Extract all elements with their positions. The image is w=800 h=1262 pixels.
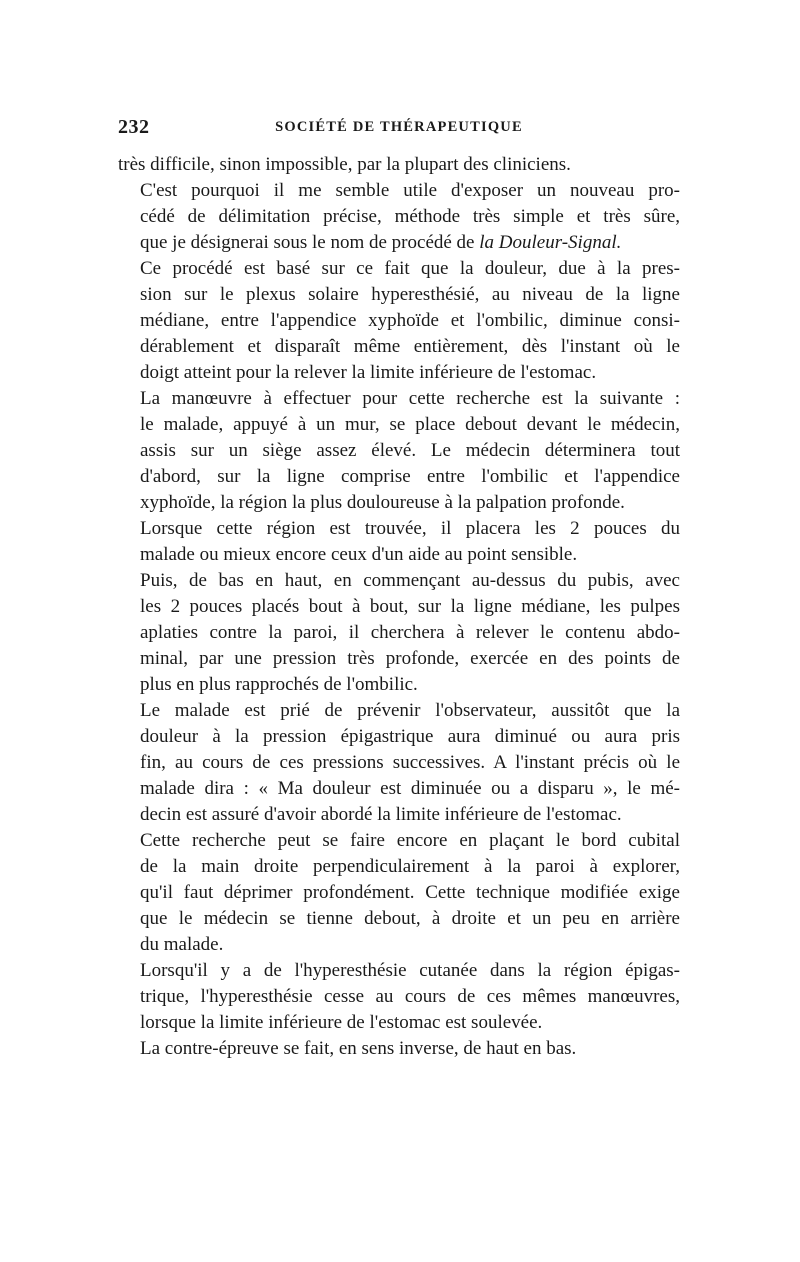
text-line: aplaties contre la paroi, il cherchera à relever le contenu abdo- (140, 622, 680, 643)
paragraph (118, 152, 680, 178)
text-line: Cette recherche peut se faire encore en plaçant le bord cubital (140, 830, 680, 851)
text-line: dérablement et disparaît même entièrement, dès l'instant où le (140, 336, 680, 357)
text-line: C'est pourquoi il me semble utile d'exposer un nouveau pro- (140, 180, 680, 201)
text-line: malade ou mieux encore ceux d'un aide au point sensible. (140, 544, 578, 565)
paragraph (118, 178, 680, 256)
text-line: xyphoïde, la région la plus douloureuse à la palpation profonde. (140, 492, 625, 513)
text-line: Puis, de bas en haut, en commençant au-dessus du pubis, avec (140, 570, 680, 591)
paragraph (118, 256, 680, 386)
text-line: lorsque la limite inférieure de l'estomac est soulevée. (140, 1012, 543, 1033)
text-line: médiane, entre l'appendice xyphoïde et l'ombilic, diminue consi- (140, 310, 680, 331)
text-line: minal, par une pression très profonde, exercée en des points de (140, 648, 680, 669)
text-line: fin, au cours de ces pressions successives. A l'instant précis où le (140, 752, 680, 773)
text-line: cédé de délimitation précise, méthode très simple et très sûre, (140, 206, 680, 227)
text-line: La manœuvre à effectuer pour cette recherche est la suivante : (140, 388, 680, 409)
paragraph (118, 828, 680, 958)
paragraph (118, 386, 680, 516)
text-line: que je désignerai sous le nom de procédé de la Douleur-Signal. (140, 232, 622, 253)
text-line: decin est assuré d'avoir abordé la limite inférieure de l'estomac. (140, 804, 622, 825)
body-text (118, 152, 680, 1062)
page-header (118, 116, 680, 140)
text-line: d'abord, sur la ligne comprise entre l'ombilic et l'appendice (140, 466, 680, 487)
text-line: sion sur le plexus solaire hyperesthésié, au niveau de la ligne (140, 284, 680, 305)
page-number: 232 (118, 116, 150, 138)
text-line: trique, l'hyperesthésie cesse au cours de ces mêmes manœuvres, (140, 986, 680, 1007)
paragraph (118, 516, 680, 568)
paragraph (118, 1036, 680, 1062)
paragraph (118, 958, 680, 1036)
text-line: assis sur un siège assez élevé. Le médecin déterminera tout (140, 440, 680, 461)
text-line: Le malade est prié de prévenir l'observateur, aussitôt que la (140, 700, 680, 721)
text-line: de la main droite perpendiculairement à la paroi à explorer, (140, 856, 680, 877)
text-line: le malade, appuyé à un mur, se place debout devant le médecin, (140, 414, 680, 435)
text-line: La contre-épreuve se fait, en sens inverse, de haut en bas. (140, 1038, 577, 1059)
paragraph (118, 698, 680, 828)
text-line: Lorsqu'il y a de l'hyperesthésie cutanée dans la région épigas- (140, 960, 680, 981)
text-line: qu'il faut déprimer profondément. Cette technique modifiée exige (140, 882, 680, 903)
text-line: du malade. (140, 934, 224, 955)
text-line: Ce procédé est basé sur ce fait que la douleur, due à la pres- (140, 258, 680, 279)
paragraph (118, 568, 680, 698)
text-line: malade dira : « Ma douleur est diminuée ou a disparu », le mé- (140, 778, 680, 799)
text-line: plus en plus rapprochés de l'ombilic. (140, 674, 418, 695)
text-line: très difficile, sinon impossible, par la plupart des cliniciens. (118, 154, 571, 175)
running-title: SOCIÉTÉ DE THÉRAPEUTIQUE (275, 119, 523, 135)
text-line: Lorsque cette région est trouvée, il placera les 2 pouces du (140, 518, 680, 539)
text-line: douleur à la pression épigastrique aura diminué ou aura pris (140, 726, 680, 747)
text-line: que le médecin se tienne debout, à droite et un peu en arrière (140, 908, 680, 929)
text-line: doigt atteint pour la relever la limite inférieure de l'estomac. (140, 362, 597, 383)
text-line: les 2 pouces placés bout à bout, sur la ligne médiane, les pulpes (140, 596, 680, 617)
